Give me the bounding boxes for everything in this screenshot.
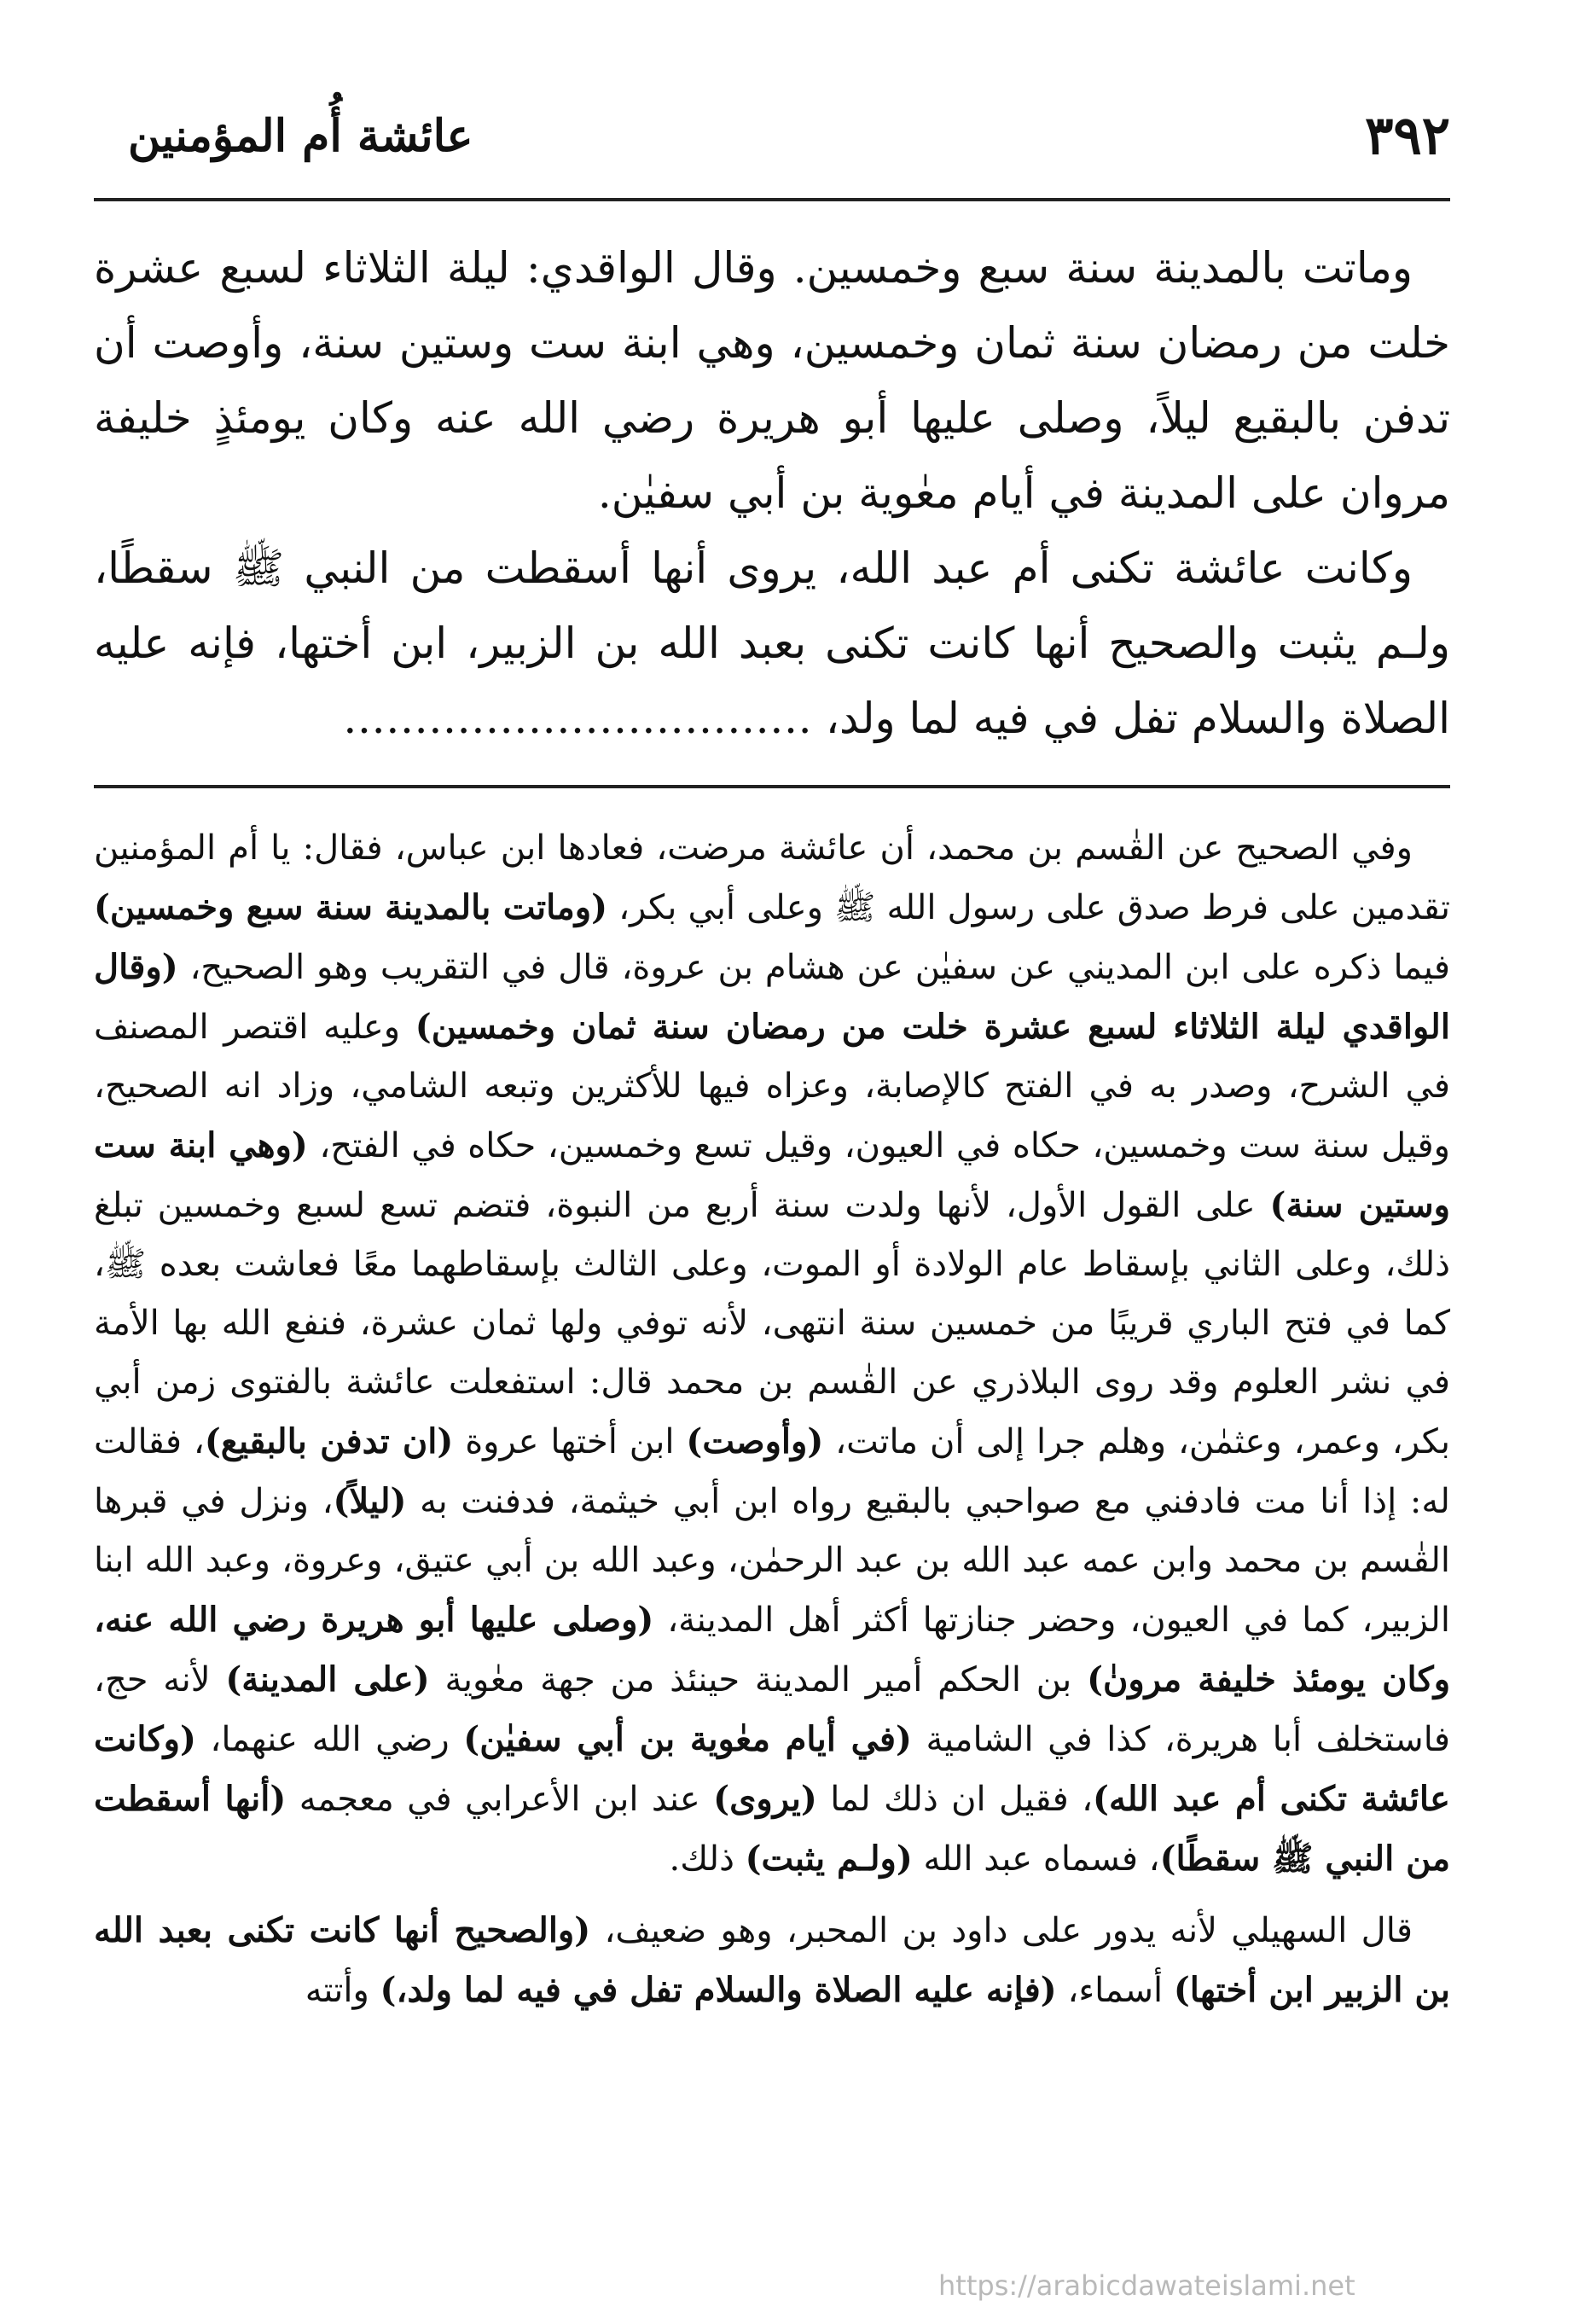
commentary-text: ، فقالت له: إذا أنا مت فادفني مع صواحبي بالبقيع رواه ابن أبي خيثمة، فدفنت به (94, 1422, 1450, 1521)
main-paragraph-1: وماتت بالمدينة سنة سبع وخمسين. وقال الواقدي: ليلة الثلاثاء لسبع عشرة خلت من رمضان سنة ثمان وخمسين، وهي ابنة ست وستين سنة، وأوصت أن تدفن بالبقيع ليلاً، وصلى عليها أبو هريرة رضي الله عنه وكان يومئذٍ خليفة مروان على المدينة في أيام معٰوية بن أبي سفيٰن. (94, 243, 1450, 518)
commentary-text: لأنه حج، فاستخلف أبا هريرة، كذا في الشامية (94, 1660, 1451, 1759)
commentary-text: ، فسماه عبد الله (912, 1839, 1160, 1879)
book-page (94, 102, 1450, 2252)
quoted-text-bold: (ليلاً) (333, 1481, 407, 1521)
commentary-text: رضي الله عنهما، (195, 1720, 464, 1759)
running-title: عائشة أُم المؤمنين (128, 110, 473, 162)
quoted-text-bold: (وكانت عائشة تكنى أم عبد الله) (94, 1719, 1450, 1819)
quoted-text-bold: (ولـم يثبت) (745, 1839, 913, 1879)
quoted-text-bold: (أنها أسقطت من النبي ﷺ سقطًا) (94, 1779, 1450, 1879)
commentary-text: ، فقيل ان ذلك لما (816, 1780, 1094, 1819)
quoted-text-bold: (وقال الواقدي ليلة الثلاثاء لسبع عشرة خلت من رمضان سنة ثمان وخمسين) (94, 947, 1450, 1047)
commentary-text: ابن أختها عروة (453, 1422, 687, 1461)
quoted-text-bold: (وهي ابنة ست وستين سنة) (94, 1125, 1450, 1225)
commentary-divider (94, 785, 1450, 788)
quoted-text-bold: (والصحيح أنها كانت تكنى بعبد الله بن الزبير ابن أختها) (94, 1910, 1450, 2010)
quoted-text-bold: (يروى) (713, 1779, 817, 1819)
commentary-text: ذلك. (669, 1839, 746, 1879)
page-header (94, 102, 1450, 196)
commentary (94, 819, 1450, 2032)
quoted-text-bold: (وماتت بالمدينة سنة سبع وخمسين) (94, 887, 608, 927)
quoted-text-bold: (في أيام معٰوية بن أبي سفيٰن) (463, 1719, 912, 1759)
quoted-text-bold: (على المدينة) (225, 1659, 430, 1699)
commentary-text: قال السهيلي لأنه يدور على داود بن المحبر، وهو ضعيف، (590, 1911, 1413, 1950)
main-paragraph-2: وكانت عائشة تكنى أم عبد الله، يروى أنها أسقطت من النبي ﷺ سقطًا، ولـم يثبت والصحيح أنها كانت تكنى بعبد الله بن الزبير، ابن أختها، فإنه عليه الصلاة والسلام تفل في فيه لما ولد، …………………………… (94, 543, 1450, 743)
quoted-text-bold: (ان تدفن بالبقيع) (204, 1421, 454, 1461)
commentary-paragraph-2 (94, 1901, 1450, 2020)
commentary-text: بن الحكم أمير المدينة حينئذ من جهة معٰوية (429, 1660, 1088, 1699)
page-number: ٣٩٢ (1365, 104, 1450, 166)
commentary-text: ، ونزل في قبرها القٰسم بن محمد وابن عمه عبد الله بن عبد الرحمٰن، وعبد الله بن أبي عتيق، وعروة، وعبد الله ابنا الزبير، كما في العيون، وحضر جنازتها أكثر أهل المدينة، (94, 1482, 1450, 1640)
commentary-text: وفي الصحيح عن القٰسم بن محمد، أن عائشة مرضت، فعادها ابن عباس، فقال: يا أم المؤمنين تقدمين على فرط صدق على رسول الله ﷺ وعلى أبي بكر، (94, 828, 1451, 927)
quoted-text-bold: (وأوصت) (686, 1421, 824, 1461)
commentary-text: على القول الأول، لأنها ولدت سنة أربع من النبوة، فتضم تسع لسبع وخمسين تبلغ ذلك، وعلى الثاني بإسقاط عام الولادة أو الموت، وعلى الثالث بإسقاطهما معًا فعاشت بعده ﷺ، كما في فتح الباري قريبًا من خمسين سنة انتهى، لأنه توفي ولها ثمان عشرة، فنفع الله بها الأمة في نشر العلوم وقد روى البلاذري عن القٰسم بن محمد قال: استفعلت عائشة بالفتوى زمن أبي بكر، وعمر، وعثمٰن، وهلم جرا إلى أن ماتت، (94, 1186, 1451, 1461)
commentary-paragraph-1 (94, 819, 1450, 1889)
commentary-text: وأتته (305, 1971, 380, 2010)
commentary-text: وعليه اقتصر المصنف في الشرح، وصدر به في الفتح كالإصابة، وعزاه فيها للأكثرين وتبعه الشامي، وزاد انه الصحيح، وقيل سنة ست وخمسين، حكاه في العيون، وقيل تسع وخمسين، حكاه في الفتح، (94, 1008, 1450, 1165)
watermark-url: https://arabicdawateislami.net (938, 2269, 1355, 2302)
commentary-text: فيما ذكره على ابن المديني عن سفيٰن عن هشام بن عروة، قال في التقريب وهو الصحيح، (177, 948, 1450, 987)
main-text (94, 230, 1450, 756)
commentary-text: أسماء، (1056, 1971, 1174, 2010)
quoted-text-bold: (وصلى عليها أبو هريرة رضي الله عنه، وكان يومئذ خليفة مرونٰ) (94, 1600, 1451, 1699)
commentary-text: عند ابن الأعرابي في معجمه (286, 1780, 714, 1819)
header-divider (94, 198, 1450, 201)
quoted-text-bold: (فإنه عليه الصلاة والسلام تفل في فيه لما ولد،) (380, 1970, 1057, 2010)
